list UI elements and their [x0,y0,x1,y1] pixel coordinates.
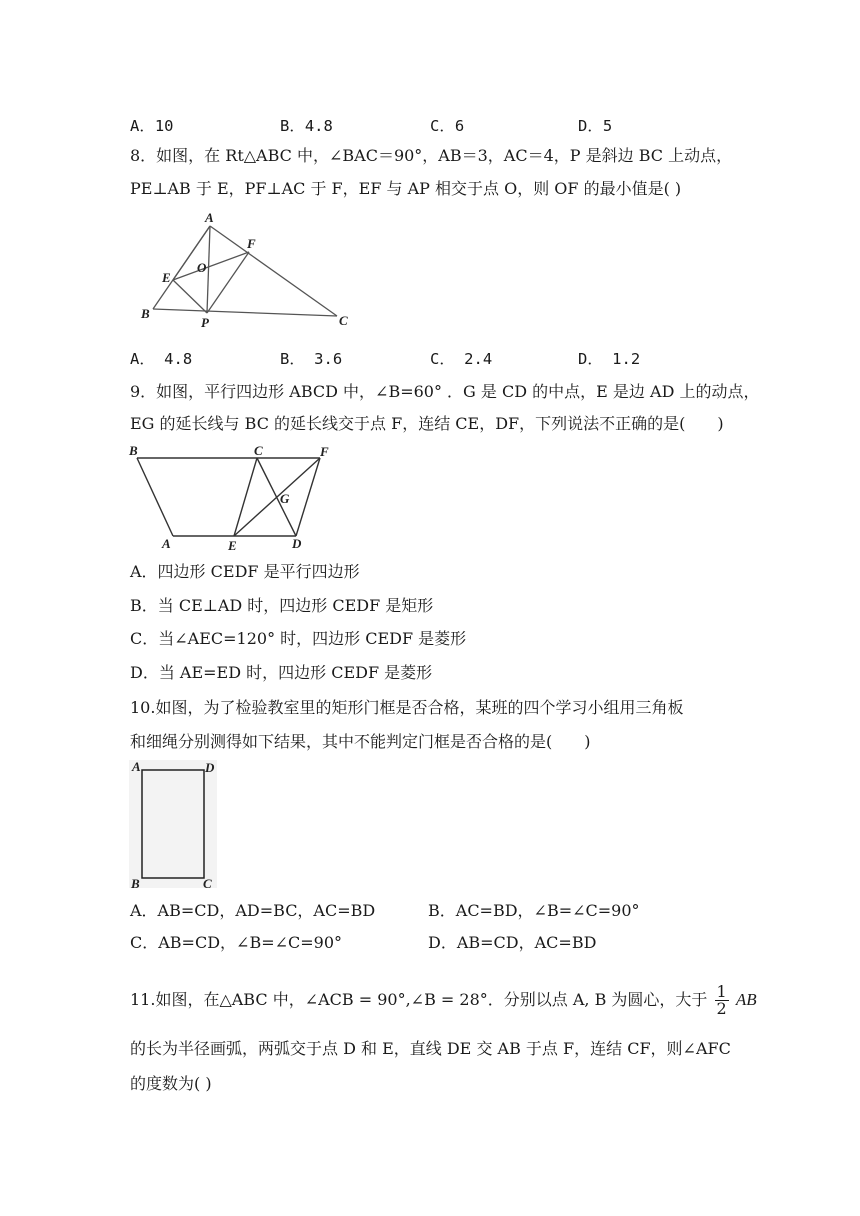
q11-question-line3: 的度数为( ) [130,1074,212,1093]
q11-fraction [715,984,729,1017]
q11-question-line2: 的长为半径画弧，两弧交于点 D 和 E，直线 DE 交 AB 于点 F，连结 CF，则∠AFC [130,1039,731,1058]
q9-option-a: A．四边形 CEDF 是平行四边形 [130,562,360,581]
q8-question-line1: 8．如图，在 Rt△ABC 中，∠BAC＝90°，AB＝3，AC＝4，P 是斜边 BC 上动点， [130,146,733,165]
q9-label-e: E [228,538,237,552]
q10-label-b: B [131,876,140,891]
q8-label-b: B [141,306,150,321]
q10-option-b: B．AC=BD，∠B=∠C=90° [428,901,640,920]
q8-label-o: O [197,260,207,275]
q8-label-f: F [247,236,256,251]
q10-option-c: C．AB=CD，∠B=∠C=90° [130,933,343,952]
q10-label-d: D [205,760,215,775]
q9-label-g: G [280,491,290,506]
q8-label-p: P [201,315,209,330]
q8-label-a: A [205,210,214,225]
q8-label-e: E [162,270,171,285]
q9-label-c: C [254,443,263,458]
q9-question-line1: 9．如图，平行四边形 ABCD 中，∠B=60° ．G 是 CD 的中点，E 是边 AD 上的动点， [130,382,760,401]
q10-doorframe-figure [125,758,225,893]
q11-fraction-numerator: 1 [716,982,727,1001]
q8-option-d: D． 1.2 [578,350,641,368]
q10-option-d: D．AB=CD，AC=BD [428,933,597,952]
q10-question-line1: 10.如图，为了检验教室里的矩形门框是否合格，某班的四个学习小组用三角板 [130,698,684,717]
q10-label-c: C [203,876,212,891]
q8-option-c: C． 2.4 [430,350,493,368]
q9-label-d: D [292,536,302,551]
q10-label-a: A [132,759,141,774]
q9-parallelogram-figure [125,440,340,552]
q8-label-c: C [339,313,348,328]
q9-question-line2: EG 的延长线与 BC 的延长线交于点 F，连结 CE，DF，下列说法不正确的是( ) [130,414,724,433]
q11-line1-ab: AB [735,990,757,1009]
q11-question-line1 [130,984,757,1017]
q9-label-f: F [320,444,329,459]
q9-option-d: D．当 AE=ED 时，四边形 CEDF 是菱形 [130,663,433,682]
q9-option-c: C．当∠AEC=120° 时，四边形 CEDF 是菱形 [130,629,467,648]
q7-option-b: B．4.8 [280,117,333,135]
q7-option-d: D．5 [578,117,613,135]
q10-option-a: A．AB=CD，AD=BC，AC=BD [130,901,376,920]
q7-option-c: C．6 [430,117,465,135]
q8-triangle-figure [135,210,360,330]
q11-line1-text: 11.如图，在△ABC 中，∠ACB = 90°,∠B = 28°．分别以点 A, B 为圆心，大于 [130,990,708,1009]
q9-label-a: A [162,536,171,551]
q9-option-b: B．当 CE⊥AD 时，四边形 CEDF 是矩形 [130,596,434,615]
q10-question-line2: 和细绳分别测得如下结果，其中不能判定门框是否合格的是( ) [130,732,591,751]
q9-label-b: B [129,443,138,458]
q8-option-b: B． 3.6 [280,350,343,368]
q8-option-a: A． 4.8 [130,350,193,368]
q7-option-a: A．10 [130,117,174,135]
q8-question-line2: PE⊥AB 于 E，PF⊥AC 于 F，EF 与 AP 相交于点 O，则 OF 的最小值是( ) [130,179,682,198]
q11-fraction-denominator: 2 [716,999,727,1018]
